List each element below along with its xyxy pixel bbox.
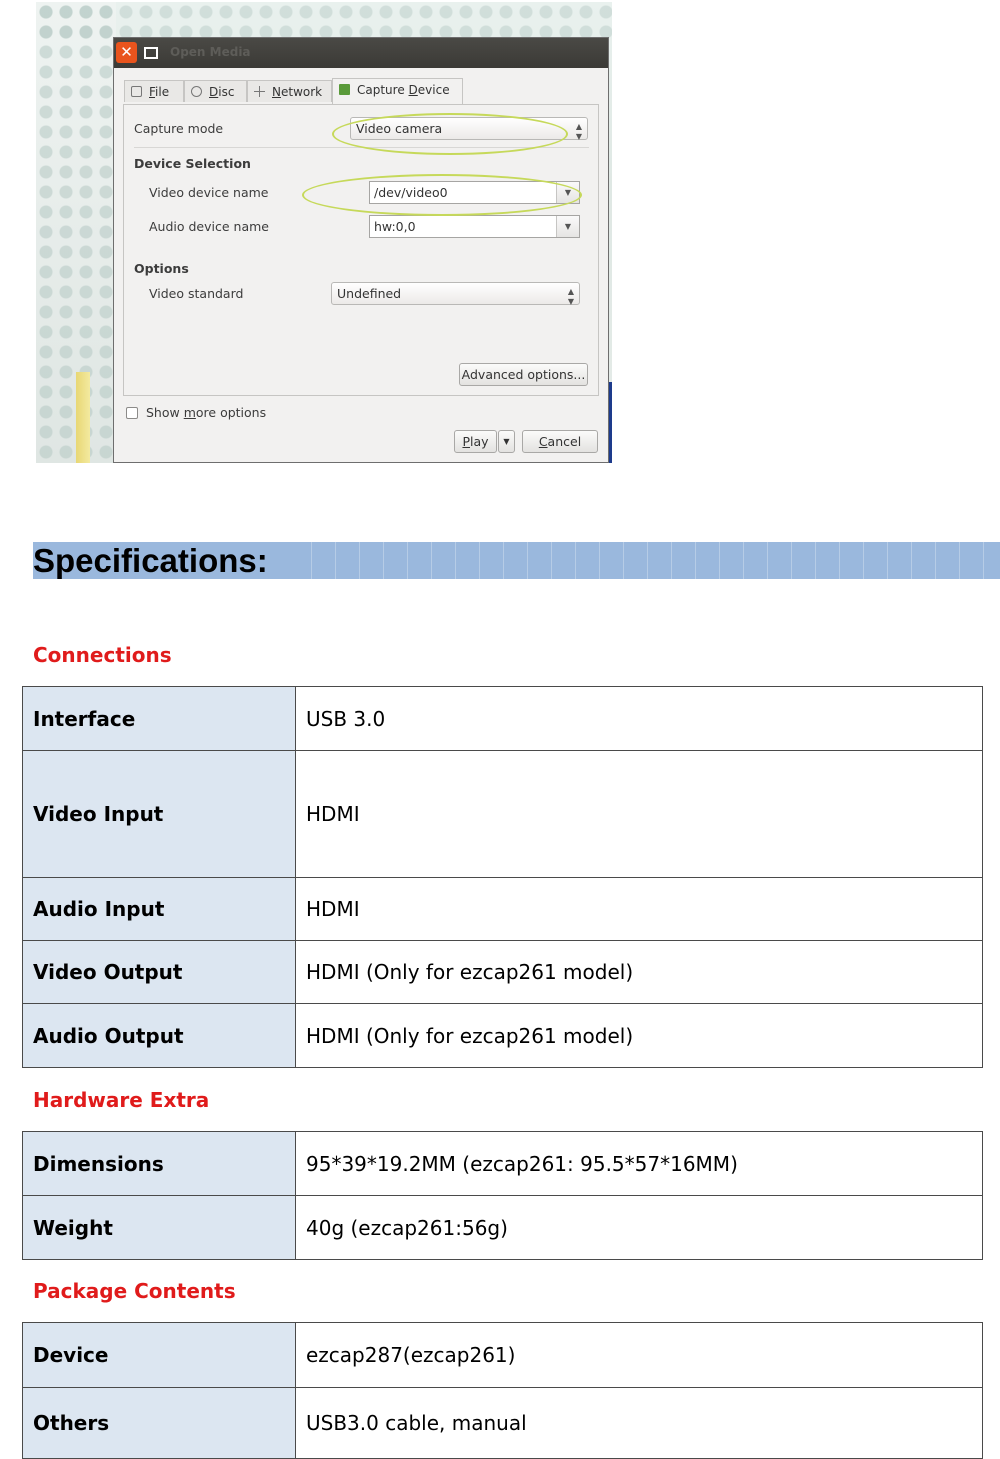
chevron-down-icon[interactable]: ▼ [556, 182, 579, 203]
tab-file[interactable] [124, 80, 184, 102]
connections-table [22, 686, 983, 1068]
chevron-down-icon[interactable]: ▼ [556, 216, 579, 237]
table-row [23, 1196, 983, 1260]
tab-disc[interactable] [184, 80, 247, 102]
spinner-arrows-icon: ▲ ▼ [567, 287, 574, 306]
tab-capture-accel: D [408, 83, 418, 97]
show-more-post: ore options [195, 405, 267, 420]
tab-capture-label: evice [417, 83, 450, 97]
row-value: 40g (ezcap261:56g) [296, 1196, 983, 1260]
capture-mode-label: Capture mode [134, 121, 224, 136]
show-more-options-label[interactable] [146, 405, 266, 420]
section-heading-connections: Connections [33, 643, 172, 667]
close-icon[interactable]: ✕ [116, 42, 137, 63]
audio-device-value: hw:0,0 [374, 219, 416, 234]
table-row [23, 1323, 983, 1388]
row-label: Others [23, 1388, 296, 1459]
audio-device-label: Audio device name [149, 219, 269, 234]
play-dropdown-button[interactable] [498, 430, 515, 453]
highlight-oval-video-device [302, 174, 582, 216]
desktop-yellow-element [76, 372, 90, 463]
row-label: Audio Input [23, 878, 296, 941]
file-icon [131, 86, 142, 97]
row-label: Video Input [23, 751, 296, 878]
play-label: lay [470, 434, 489, 449]
row-value: HDMI [296, 751, 983, 878]
tab-disc-label: isc [218, 85, 235, 99]
specifications-banner [33, 542, 1000, 579]
table-row [23, 1004, 983, 1068]
dialog-title: Open Media [170, 45, 251, 59]
row-label: Interface [23, 687, 296, 751]
table-row [23, 1132, 983, 1196]
tab-capture-prefix: Capture [357, 83, 409, 97]
device-selection-heading: Device Selection [134, 156, 251, 171]
section-heading-package-contents: Package Contents [33, 1279, 236, 1303]
row-value: USB3.0 cable, manual [296, 1388, 983, 1459]
tab-network-label: etwork [280, 85, 323, 99]
chevron-down-icon: ▼ [503, 437, 510, 446]
table-row [23, 687, 983, 751]
table-row [23, 751, 983, 878]
cancel-button[interactable] [522, 430, 598, 453]
row-label: Video Output [23, 941, 296, 1004]
highlight-oval-capture-mode [332, 113, 568, 155]
section-heading-hardware-extra: Hardware Extra [33, 1088, 210, 1112]
video-device-value: /dev/video0 [374, 185, 448, 200]
video-device-label: Video device name [149, 185, 269, 200]
tab-capture-device[interactable] [332, 78, 463, 104]
row-value: HDMI [296, 878, 983, 941]
tab-file-label: ile [155, 85, 170, 99]
show-more-options-checkbox[interactable] [126, 407, 138, 419]
options-heading: Options [134, 261, 189, 276]
disc-icon [191, 86, 202, 97]
show-more-accel: m [183, 405, 196, 420]
row-value: 95*39*19.2MM (ezcap261: 95.5*57*16MM) [296, 1132, 983, 1196]
show-more-pre: Show [146, 405, 184, 420]
tab-file-accel: F [149, 85, 156, 99]
specifications-title: Specifications: [33, 542, 268, 579]
maximize-icon[interactable] [140, 42, 161, 63]
network-icon [254, 86, 265, 97]
vlc-screenshot [36, 2, 612, 463]
tab-network-accel: N [272, 85, 281, 99]
row-value: HDMI (Only for ezcap261 model) [296, 1004, 983, 1068]
cancel-label: ancel [547, 434, 582, 449]
cancel-accel: C [538, 434, 548, 449]
row-label: Device [23, 1323, 296, 1388]
row-label: Dimensions [23, 1132, 296, 1196]
spinner-arrows-icon: ▲ ▼ [575, 122, 582, 141]
capture-mode-value: Video camera [356, 121, 443, 136]
dialog-titlebar [114, 38, 608, 68]
video-standard-select[interactable] [331, 282, 580, 305]
video-standard-label: Video standard [149, 286, 244, 301]
tab-disc-accel: D [209, 85, 219, 99]
tab-network[interactable] [247, 80, 332, 102]
capture-device-icon [339, 84, 350, 95]
table-row [23, 878, 983, 941]
audio-device-field[interactable] [369, 215, 580, 238]
table-row [23, 1388, 983, 1459]
table-row [23, 941, 983, 1004]
open-media-dialog [113, 37, 609, 463]
play-button[interactable] [454, 430, 497, 453]
hardware-extra-table [22, 1131, 983, 1260]
package-contents-table [22, 1322, 983, 1459]
row-value: ezcap287(ezcap261) [296, 1323, 983, 1388]
video-standard-value: Undefined [337, 286, 402, 301]
row-value: HDMI (Only for ezcap261 model) [296, 941, 983, 1004]
play-accel: P [462, 434, 470, 449]
banner-stripes [288, 542, 1000, 579]
row-label: Audio Output [23, 1004, 296, 1068]
row-value: USB 3.0 [296, 687, 983, 751]
row-label: Weight [23, 1196, 296, 1260]
advanced-options-button[interactable]: Advanced options... [459, 363, 588, 386]
desktop-background-top [36, 2, 612, 42]
